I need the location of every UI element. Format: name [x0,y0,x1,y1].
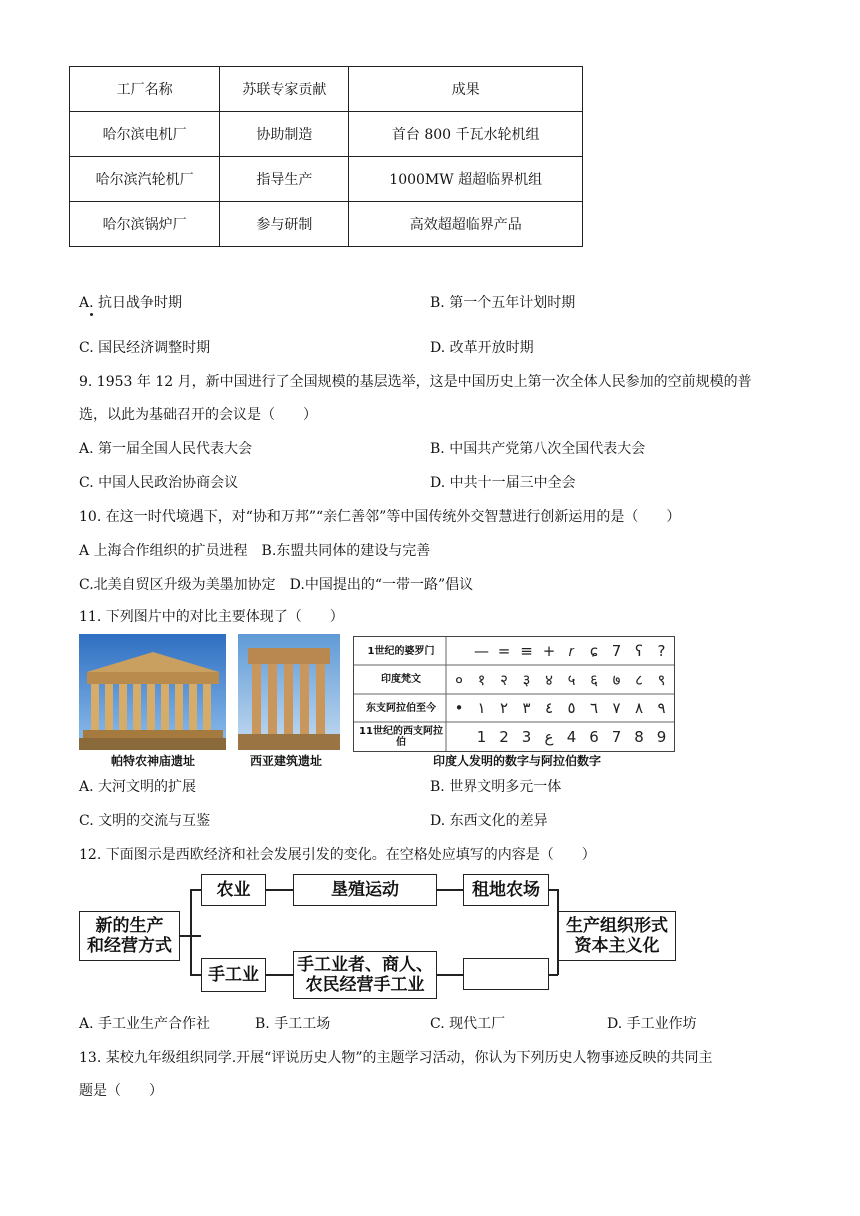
table-cell: 参与研制 [220,202,349,247]
diagram-box-new-production [79,911,180,961]
numeral-row-label: 东支阿拉伯至今 [366,702,436,714]
connector-line [190,889,192,975]
numeral-glyph: — [474,642,489,660]
numeral-glyph: 6 [589,727,599,746]
q10-options-ab[interactable]: A 上海合作组织的扩员进程 B.东盟共同体的建设与完善 [79,543,431,559]
numeral-glyph: 7 [611,727,622,746]
table-row [70,202,583,247]
diagram-box-capitalism [558,911,676,961]
numeral-glyph: ३ [522,670,531,689]
numeral-glyph: = [497,642,511,660]
diagram-box-handicraft: 手工业 [201,958,266,992]
table-cell: 哈尔滨锅炉厂 [70,202,220,247]
numeral-glyph: १ [477,670,486,689]
numeral-glyph: ६ [590,670,598,689]
box-text-line: 和经营方式 [87,936,172,956]
table-row [70,112,583,157]
q11-option-c[interactable]: C. 文明的交流与互鉴 [79,813,211,829]
numeral-glyph: ١ [477,699,486,717]
numeral-glyph: ع [544,727,554,746]
dot-mark [90,313,93,316]
table-cell: 首台 800 千瓦水轮机组 [349,112,583,157]
parthenon-image [79,634,226,750]
table-header-row [70,67,583,112]
numeral-glyph: ٢ [499,699,509,717]
numeral-glyph: ʕ [635,642,643,660]
numeral-row-label: 1世纪的婆罗门 [367,645,435,657]
table-cell: 协助制造 [220,112,349,157]
numeral-glyph: ८ [635,670,643,689]
table-row [70,157,583,202]
table-cell: 指导生产 [220,157,349,202]
connector-line [190,889,201,891]
connector-line [265,889,293,891]
q11-stem: 11. 下列图片中的对比主要体现了（ ） [79,609,344,625]
q8-option-b[interactable]: B. 第一个五年计划时期 [430,295,576,311]
table-cell: 高效超超临界产品 [349,202,583,247]
numeral-glyph: 1 [476,727,487,746]
numeral-glyph: ५ [567,670,576,689]
numeral-glyph: ٧ [612,699,621,717]
numeral-glyph: 4 [566,727,577,746]
numeral-glyph: 2 [499,727,509,746]
parthenon-caption: 帕特农神庙遗址 [111,754,196,768]
numeral-glyph: + [542,642,556,660]
numeral-glyph: ? [657,642,666,660]
box-text-line: 新的生产 [95,915,164,936]
connector-line [436,889,463,891]
numeral-glyph: ɕ [589,642,599,660]
table-cell: 1000MW 超超临界机组 [349,157,583,202]
numeral-glyph: ٣ [522,699,531,717]
q10-options-cd[interactable]: C.北美自贸区升级为美墨加协定 D.中国提出的“一带一路”倡议 [79,577,474,593]
numeral-glyph: 7 [611,642,622,660]
connector-line [190,974,201,976]
numeral-glyph: • [454,699,464,717]
west-asia-ruins-image [238,634,340,750]
numeral-glyph: ٥ [567,699,576,717]
q13-stem-line1: 13. 某校九年级组织同学.开展“评说历史人物”的主题学习活动，你认为下列历史人物事迹反映的共同主 [79,1050,713,1066]
q12-stem: 12. 下面图示是西欧经济和社会发展引发的变化。在空格处应填写的内容是（ ） [79,847,596,863]
diagram-box-craftsmen [293,951,437,999]
numeral-glyph: 9 [656,727,667,746]
numeral-glyph: ४ [545,670,553,689]
numeral-glyph: ٦ [589,699,599,717]
q9-stem-line2: 选，以此为基础召开的会议是（ ） [79,407,317,423]
numeral-glyph: 3 [521,727,532,746]
box-text-line: 手工业者、商人、 [297,954,433,975]
numeral-glyph: 𝑟 [568,642,575,660]
table-cell: 哈尔滨汽轮机厂 [70,157,220,202]
numeral-glyph: ٤ [544,699,554,717]
numeral-row-label: 印度梵文 [381,674,421,685]
q9-option-a[interactable]: A. 第一届全国人民代表大会 [79,441,253,457]
box-text-line: 资本主义化 [574,936,660,956]
diagram-box-blank[interactable] [463,958,549,990]
q13-stem-line2: 题是（ ） [79,1083,163,1099]
q10-stem: 10. 在这一时代境遇下，对“协和万邦”“亲仁善邻”等中国传统外交智慧进行创新运用的是（ ） [79,509,681,525]
factory-table [69,66,583,247]
numeral-glyph: ९ [657,670,666,689]
diagram-box-agriculture: 农业 [201,874,266,906]
q12-option-b[interactable]: B. 手工工场 [255,1016,331,1032]
table-header-cell: 苏联专家贡献 [220,67,349,112]
q12-option-c[interactable]: C. 现代工厂 [430,1016,506,1032]
numeral-glyph: ० [455,670,463,689]
q9-option-c[interactable]: C. 中国人民政治协商会议 [79,475,239,491]
numeral-glyph: ٩ [657,699,666,717]
connector-line [265,974,293,976]
numeral-glyph: ≡ [520,642,533,660]
box-text-line: 生产组织形式 [566,915,668,936]
q9-stem-line1: 9. 1953 年 12 月，新中国进行了全国规模的基层选举，这是中国历史上第一次全体人民参加的空前规模的普 [79,374,752,390]
q9-option-d[interactable]: D. 中共十一届三中全会 [430,475,576,491]
numeral-glyph: ٨ [634,699,644,717]
q12-option-d[interactable]: D. 手工业作坊 [607,1016,697,1032]
q11-option-b[interactable]: B. 世界文明多元一体 [430,779,562,795]
q11-option-a[interactable]: A. 大河文明的扩展 [79,779,197,795]
q8-option-d[interactable]: D. 改革开放时期 [430,340,534,356]
numeral-comparison-table [353,636,675,752]
q12-option-a[interactable]: A. 手工业生产合作社 [79,1016,211,1032]
q9-option-b[interactable]: B. 中国共产党第八次全国代表大会 [430,441,646,457]
numeral-glyph: ७ [612,670,621,689]
table-header-cell: 工厂名称 [70,67,220,112]
q8-option-c[interactable]: C. 国民经济调整时期 [79,340,211,356]
numeral-row-label: 11世纪的西支阿拉伯 [359,725,443,748]
west-asia-caption: 西亚建筑遗址 [250,754,323,768]
diagram-box-leasehold-farm: 租地农场 [463,874,549,906]
numeral-glyph [448,722,470,751]
table-header-cell: 成果 [349,67,583,112]
numeral-glyph: २ [500,670,508,689]
diagram-box-enclosure: 垦殖运动 [293,874,437,906]
q8-option-a[interactable]: A. 抗日战争时期 [79,295,183,311]
connector-line [436,974,463,976]
numeral-glyph: 8 [634,727,644,746]
q11-option-d[interactable]: D. 东西文化的差异 [430,813,548,829]
numeral-caption: 印度人发明的数字与阿拉伯数字 [433,754,602,768]
numeral-glyph [448,637,470,665]
table-cell: 哈尔滨电机厂 [70,112,220,157]
box-text-line: 农民经营手工业 [305,975,425,995]
